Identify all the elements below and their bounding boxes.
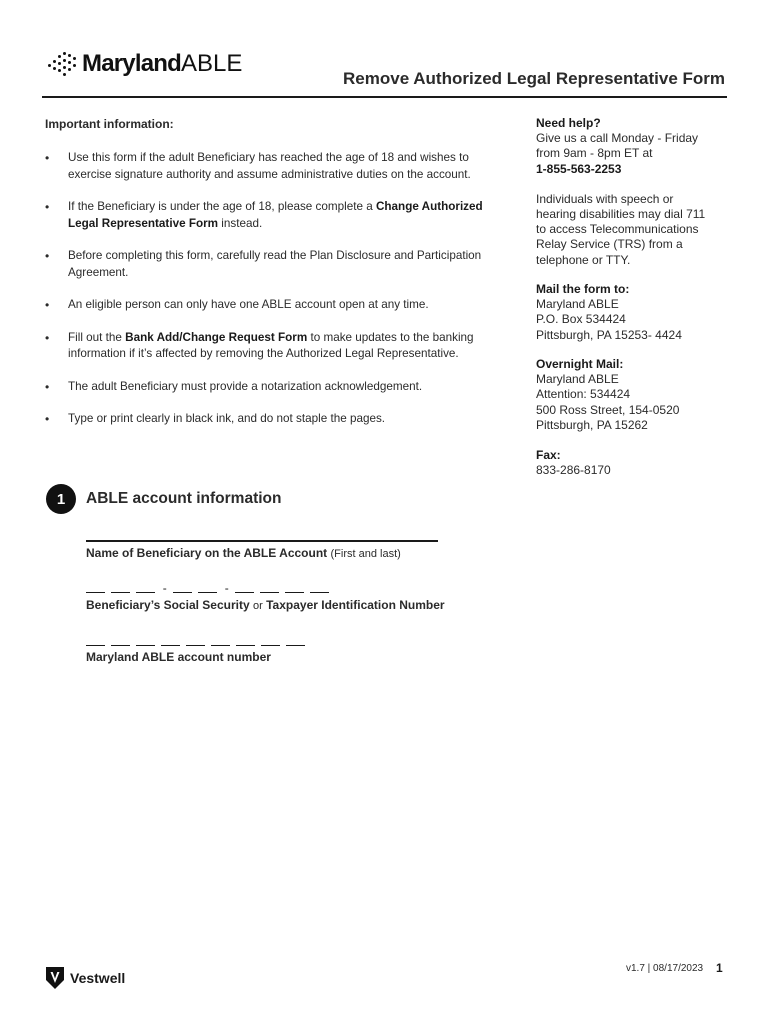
account-number-field[interactable] bbox=[86, 632, 311, 646]
fax-number: 833-286-8170 bbox=[536, 463, 611, 478]
logo-text: MarylandABLE bbox=[82, 50, 243, 77]
important-info-heading: Important information: bbox=[45, 117, 174, 131]
section-number-badge: 1 bbox=[46, 484, 76, 514]
account-number-label: Maryland ABLE account number bbox=[86, 650, 271, 664]
list-item: • Use this form if the adult Beneficiary has reached the age of 18 and wishes to exercise signature authority and assume administrative duties on the account. bbox=[45, 150, 495, 184]
list-item: • Fill out the Bank Add/Change Request Form to make updates to the banking information if it’s affected by removing the Authorized Legal Representative. bbox=[45, 330, 495, 364]
version-text: v1.7 | 08/17/2023 bbox=[626, 963, 704, 974]
important-info-list bbox=[45, 150, 495, 443]
list-item: • Before completing this form, carefully read the Plan Disclosure and Participation Agreement. bbox=[45, 248, 495, 282]
ssn-field[interactable]: - - bbox=[86, 579, 335, 593]
mail-heading: Mail the form to: bbox=[536, 282, 630, 296]
help-block: Need help? Give us a call Monday - Friday from 9am - 8pm ET at 1-855-563-2253 Individuals with speech or hearing disabilities may dial 711 to access Telecommunications Relay Service (TRS) from a telephone or TTY. bbox=[536, 116, 736, 268]
header-divider bbox=[42, 96, 727, 98]
fax-heading: Fax: bbox=[536, 448, 561, 462]
overnight-block: Overnight Mail: Maryland ABLE Attention: 534424 500 Ross Street, 154-0520 Pittsburgh, PA 15262 bbox=[536, 357, 736, 433]
fax-block bbox=[536, 448, 736, 478]
mail-block: Mail the form to: Maryland ABLE P.O. Box 534424 Pittsburgh, PA 15253- 4424 bbox=[536, 282, 736, 343]
list-item: • Type or print clearly in black ink, and do not staple the pages. bbox=[45, 411, 495, 428]
form-title: Remove Authorized Legal Representative Form bbox=[343, 69, 725, 88]
overnight-heading: Overnight Mail: bbox=[536, 357, 624, 371]
list-item: • If the Beneficiary is under the age of 18, please complete a Change Authorized Legal Representative Form instead. bbox=[45, 199, 495, 233]
ssn-label: Beneficiary’s Social Security or Taxpayer Identification Number bbox=[86, 598, 445, 612]
section-title: ABLE account information bbox=[86, 490, 282, 507]
help-heading: Need help? bbox=[536, 116, 601, 130]
beneficiary-name-label: Name of Beneficiary on the ABLE Account (First and last) bbox=[86, 546, 401, 560]
list-item: • The adult Beneficiary must provide a notarization acknowledgement. bbox=[45, 379, 495, 396]
page-number: 1 bbox=[716, 961, 723, 975]
beneficiary-name-field[interactable] bbox=[86, 540, 438, 542]
logo-dots-icon bbox=[48, 50, 78, 78]
list-item: • An eligible person can only have one ABLE account open at any time. bbox=[45, 297, 495, 314]
vestwell-text: Vestwell bbox=[70, 970, 126, 986]
help-phone: 1-855-563-2253 bbox=[536, 161, 622, 176]
vestwell-shield-icon bbox=[45, 966, 65, 990]
maryland-able-logo bbox=[48, 50, 242, 78]
vestwell-logo bbox=[45, 966, 125, 990]
